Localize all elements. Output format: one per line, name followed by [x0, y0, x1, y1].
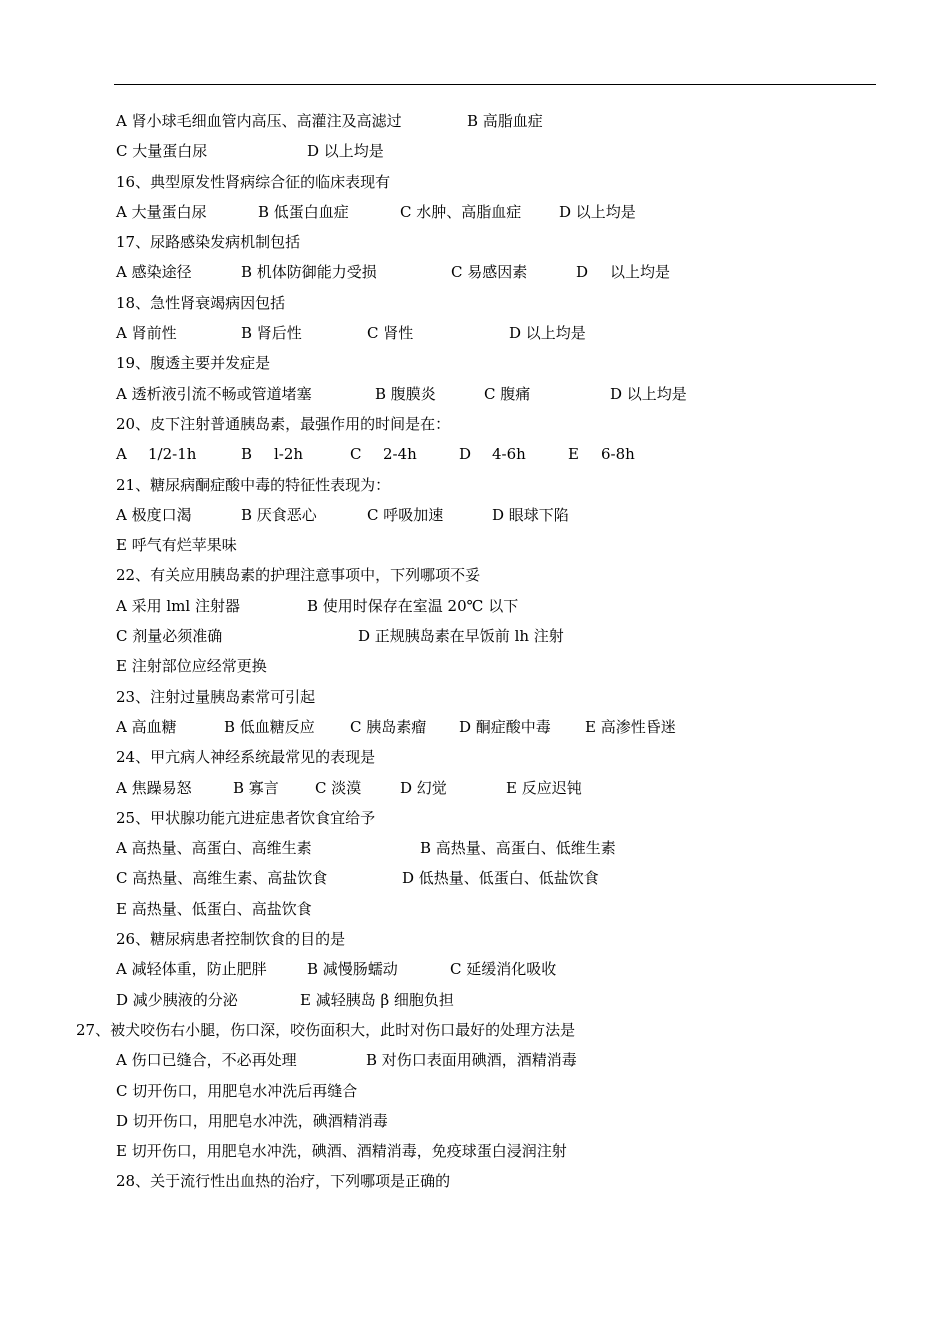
option-letter: C [350, 445, 362, 464]
text-line [0, 773, 950, 803]
option-text: B 厌食恶心 [241, 505, 317, 524]
option-letter: D [459, 445, 472, 464]
option-text: D 减少胰液的分泌 [116, 990, 238, 1009]
question-stem: 27、被犬咬伤右小腿，伤口深，咬伤面积大，此时对伤口最好的处理方法是 [76, 1020, 576, 1039]
option-text: C 大量蛋白尿 [116, 142, 208, 161]
question-stem: 16、典型原发性肾病综合征的临床表现有 [116, 172, 391, 191]
option-text: B 肾后性 [241, 324, 302, 343]
option-text: B 减慢肠蠕动 [307, 960, 398, 979]
text-line [0, 500, 950, 530]
text-line [0, 591, 950, 621]
option-text: C 高热量、高维生素、高盐饮食 [116, 869, 328, 888]
option-text: D 以上均是 [610, 384, 687, 403]
text-line [0, 1166, 950, 1196]
text-line [0, 1136, 950, 1166]
option-text: A 焦躁易怒 [116, 778, 192, 797]
text-line [0, 1015, 950, 1045]
option-text: C 切开伤口，用肥皂水冲洗后再缝合 [116, 1081, 358, 1100]
option-text: 6-8h [601, 445, 635, 464]
option-text: D 切开伤口，用肥皂水冲洗，碘酒精消毒 [116, 1111, 388, 1130]
option-text: A 感染途径 [116, 263, 192, 282]
option-text: C 淡漠 [315, 778, 362, 797]
option-text: E 高热量、低蛋白、高盐饮食 [116, 899, 312, 918]
option-text: D [576, 263, 589, 282]
option-text: E 减轻胰岛 β 细胞负担 [300, 990, 454, 1009]
option-text: B 寡言 [233, 778, 279, 797]
option-text: A 高血糖 [116, 717, 177, 736]
header-rule [114, 84, 876, 85]
option-text: A 大量蛋白尿 [116, 202, 207, 221]
text-line [0, 136, 950, 166]
text-line [0, 197, 950, 227]
option-text: E 注射部位应经常更换 [116, 657, 267, 676]
text-line [0, 803, 950, 833]
option-text: E 切开伤口，用肥皂水冲洗，碘酒、酒精消毒，免疫球蛋白浸润注射 [116, 1142, 567, 1161]
option-text: A 伤口已缝合，不必再处理 [116, 1051, 297, 1070]
option-text: D 幻觉 [400, 778, 447, 797]
question-stem: 22、有关应用胰岛素的护理注意事项中，下列哪项不妥 [116, 566, 481, 585]
option-text: D 以上均是 [559, 202, 636, 221]
text-line [0, 712, 950, 742]
option-text: B 使用时保存在室温 20℃ 以下 [307, 596, 519, 615]
question-stem: 17、尿路感染发病机制包括 [116, 233, 301, 252]
text-line [0, 1045, 950, 1075]
option-text: 2-4h [383, 445, 417, 464]
option-text: B 对伤口表面用碘酒，酒精消毒 [366, 1051, 577, 1070]
question-stem: 23、注射过量胰岛素常可引起 [116, 687, 316, 706]
option-text: 以上均是 [610, 263, 671, 282]
question-stem: 20、皮下注射普通胰岛素，最强作用的时间是在： [116, 414, 451, 433]
text-line [0, 257, 950, 287]
option-text: E 反应迟钝 [506, 778, 582, 797]
text-line [0, 348, 950, 378]
option-letter: E [568, 445, 579, 464]
option-text: C 剂量必须准确 [116, 627, 223, 646]
option-text: A 肾前性 [116, 324, 177, 343]
text-line [0, 682, 950, 712]
option-text: E 呼气有烂苹果味 [116, 536, 237, 555]
text-line [0, 560, 950, 590]
text-line [0, 894, 950, 924]
text-line [0, 288, 950, 318]
option-text: 4-6h [492, 445, 526, 464]
option-text: B 低血糖反应 [224, 717, 315, 736]
text-line [0, 106, 950, 136]
option-text: B 高热量、高蛋白、低维生素 [420, 839, 616, 858]
option-text: l-2h [274, 445, 304, 464]
text-line [0, 379, 950, 409]
text-line [0, 833, 950, 863]
question-stem: 28、关于流行性出血热的治疗，下列哪项是正确的 [116, 1172, 451, 1191]
text-line [0, 409, 950, 439]
question-stem: 25、甲状腺功能亢进症患者饮食宜给予 [116, 808, 376, 827]
option-text: D 低热量、低蛋白、低盐饮食 [402, 869, 599, 888]
option-text: A 肾小球毛细血管内高压、高灌注及高滤过 [116, 112, 402, 130]
text-line [0, 863, 950, 893]
text-line [0, 651, 950, 681]
text-line [0, 227, 950, 257]
option-text: A 减轻体重，防止肥胖 [116, 960, 267, 979]
text-line [0, 985, 950, 1015]
question-stem: 21、糖尿病酮症酸中毒的特征性表现为： [116, 475, 391, 494]
option-text: A 高热量、高蛋白、高维生素 [116, 839, 312, 858]
option-text: A 极度口渴 [116, 505, 192, 524]
option-text: C 肾性 [367, 324, 414, 343]
option-text: D 以上均是 [509, 324, 586, 343]
option-text: B 机体防御能力受损 [241, 263, 377, 282]
option-text: 1/2-1h [148, 445, 197, 464]
text-line [0, 167, 950, 197]
question-stem: 26、糖尿病患者控制饮食的目的是 [116, 930, 346, 949]
option-text: A 采用 lml 注射器 [116, 596, 240, 615]
text-line [0, 1106, 950, 1136]
question-stem: 18、急性肾衰竭病因包括 [116, 293, 286, 312]
text-line [0, 470, 950, 500]
question-stem: 19、腹透主要并发症是 [116, 354, 271, 373]
option-text: B 高脂血症 [467, 112, 543, 130]
option-text: C 延缓消化吸收 [450, 960, 557, 979]
text-line [0, 954, 950, 984]
option-text: A 透析液引流不畅或管道堵塞 [116, 384, 312, 403]
text-line [0, 1076, 950, 1106]
text-line [0, 439, 950, 469]
text-line [0, 924, 950, 954]
text-line [0, 318, 950, 348]
option-letter: A [116, 445, 127, 464]
option-text: D 以上均是 [307, 142, 384, 161]
option-text: B 腹膜炎 [375, 384, 436, 403]
option-text: C 呼吸加速 [367, 505, 444, 524]
question-stem: 24、甲亢病人神经系统最常见的表现是 [116, 748, 376, 767]
text-line [0, 621, 950, 651]
text-line [0, 742, 950, 772]
option-text: D 正规胰岛素在早饭前 lh 注射 [358, 627, 564, 646]
question-text [0, 106, 950, 1197]
option-text: C 水肿、高脂血症 [400, 202, 522, 221]
option-text: D 酮症酸中毒 [459, 717, 551, 736]
option-letter: B [241, 445, 253, 464]
text-line [0, 530, 950, 560]
option-text: C 胰岛素瘤 [350, 717, 427, 736]
option-text: C 腹痛 [484, 384, 531, 403]
option-text: E 高渗性昏迷 [585, 717, 676, 736]
option-text: B 低蛋白血症 [258, 202, 349, 221]
option-text: D 眼球下陷 [492, 505, 569, 524]
option-text: C 易感因素 [451, 263, 528, 282]
